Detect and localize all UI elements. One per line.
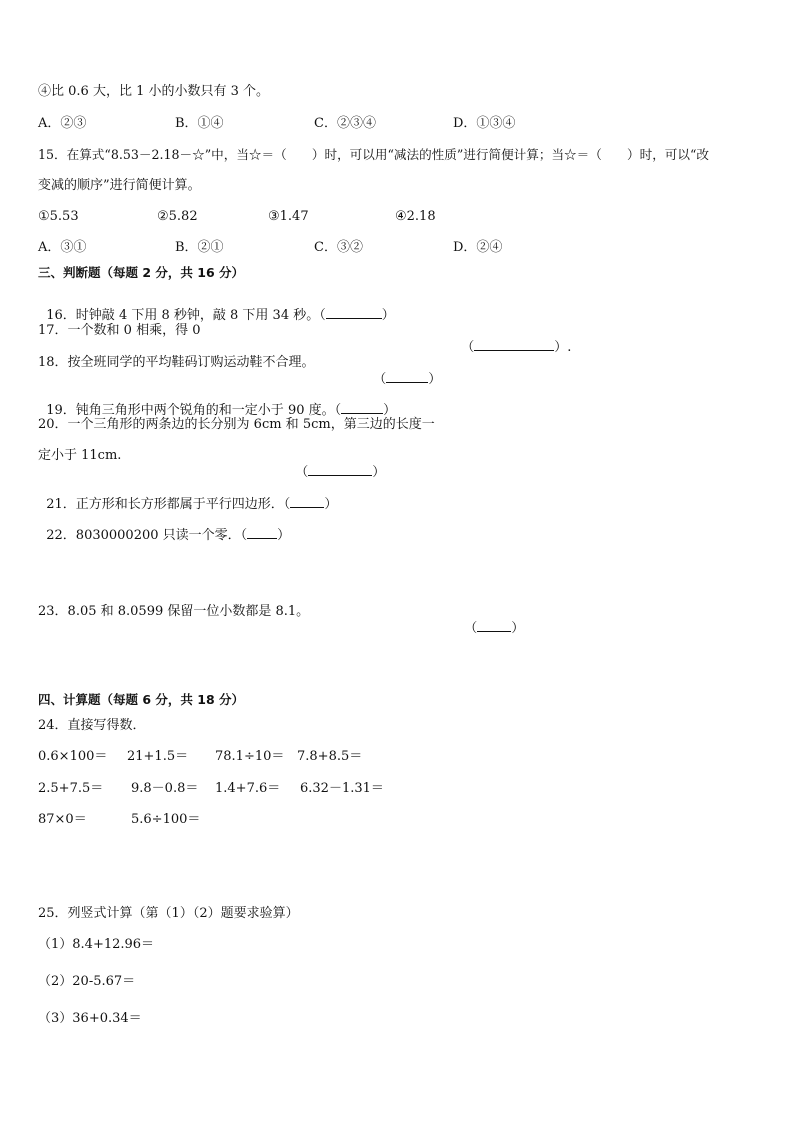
- q18-question: 18．按全班同学的平均鞋码订购运动鞋不合理。: [38, 355, 315, 370]
- q15-option-c: C．③②: [314, 240, 363, 255]
- section-4-title: 四、计算题（每题 6 分，共 18 分）: [38, 692, 245, 707]
- q20-paren-close: ）: [372, 465, 386, 480]
- q15-value-4: ④2.18: [395, 209, 436, 224]
- q19-close: ）: [383, 403, 397, 418]
- q25-title: 25．列竖式计算（第（1）（2）题要求验算）: [38, 906, 299, 921]
- q24-item: 1.4+7.6＝: [215, 781, 281, 796]
- q24-item: 78.1÷10＝: [215, 749, 285, 764]
- q16-question: [38, 291, 395, 324]
- q15-option-b: B．②①: [175, 240, 224, 255]
- q15-question-line2: 变减的顺序”进行简便计算。: [38, 178, 201, 193]
- q24-title: 24．直接写得数．: [38, 718, 146, 733]
- q20-paren-open: （: [295, 465, 309, 480]
- q14-option-c: C．②③④: [314, 116, 376, 131]
- q18-answer: [365, 355, 441, 388]
- q24-item: 9.8－0.8＝: [131, 781, 199, 796]
- q15-value-1: ①5.53: [38, 209, 79, 224]
- q24-item: 87×0＝: [38, 812, 87, 827]
- q22-close: ）: [277, 528, 291, 543]
- q20-question-line1: 20．一个三角形的两条边的长分别为 6cm 和 5cm，第三边的长度一: [38, 417, 435, 432]
- q21-question: [38, 480, 337, 513]
- q15-value-3: ③1.47: [268, 209, 309, 224]
- q17-answer-blank[interactable]: [474, 339, 554, 351]
- q20-question-line2: 定小于 11cm.: [38, 448, 122, 463]
- q25-item-2: （2）20-5.67＝: [38, 974, 136, 989]
- q22-answer-blank[interactable]: [247, 527, 277, 539]
- q20-answer: [287, 448, 385, 481]
- q17-answer: [453, 323, 571, 356]
- q19-question: [38, 386, 396, 419]
- q17-question: 17．一个数和 0 相乘，得 0: [38, 323, 201, 338]
- q15-question-line1: 15．在算式“8.53－2.18－☆”中，当☆＝（ ）时，可以用“减法的性质”进行简便计算；当☆＝（ ）时，可以“改: [38, 147, 710, 162]
- section-3-title: 三、判断题（每题 2 分，共 16 分）: [38, 265, 245, 280]
- q22-question: [38, 511, 290, 544]
- q24-item: 5.6÷100＝: [131, 812, 201, 827]
- q18-paren-open: （: [373, 372, 387, 387]
- q24-item: 6.32－1.31＝: [300, 781, 384, 796]
- q23-answer-blank[interactable]: [477, 620, 511, 632]
- q25-item-1: （1）8.4+12.96＝: [38, 937, 155, 952]
- q18-answer-blank[interactable]: [386, 371, 428, 383]
- q21-text: 21．正方形和长方形都属于平行四边形．（: [46, 497, 291, 512]
- q16-answer-blank[interactable]: [326, 307, 382, 319]
- q23-question: 23．8.05 和 8.0599 保留一位小数都是 8.1。: [38, 604, 310, 619]
- q15-option-a: A．③①: [38, 240, 87, 255]
- q14-option-a: A．②③: [38, 116, 87, 131]
- q17-paren-open: （: [461, 340, 475, 355]
- q21-answer-blank[interactable]: [290, 496, 324, 508]
- q16-close: ）: [381, 308, 395, 323]
- q19-answer-blank[interactable]: [341, 402, 383, 414]
- q23-answer: [456, 604, 524, 637]
- q24-item: 7.8+8.5＝: [297, 749, 363, 764]
- q18-paren-close: ）: [428, 372, 442, 387]
- q16-text: 16．时钟敲 4 下用 8 秒钟，敲 8 下用 34 秒。（: [46, 308, 326, 323]
- q24-item: 21+1.5＝: [127, 749, 189, 764]
- q14-statement-4: ④比 0.6 大，比 1 小的小数只有 3 个。: [38, 84, 270, 99]
- q15-value-2: ②5.82: [157, 209, 198, 224]
- q17-paren-close: ）.: [554, 340, 572, 355]
- q24-item: 0.6×100＝: [38, 749, 108, 764]
- q14-option-d: D．①③④: [453, 116, 516, 131]
- q14-option-b: B．①④: [175, 116, 224, 131]
- q23-paren-close: ）: [511, 621, 525, 636]
- q25-item-3: （3）36+0.34＝: [38, 1011, 142, 1026]
- q24-item: 2.5+7.5＝: [38, 781, 104, 796]
- q22-text: 22．8030000200 只读一个零．（: [46, 528, 248, 543]
- q19-text: 19．钝角三角形中两个锐角的和一定小于 90 度。（: [46, 403, 342, 418]
- q15-option-d: D．②④: [453, 240, 503, 255]
- q21-close: ）: [324, 497, 338, 512]
- q20-answer-blank[interactable]: [308, 464, 372, 476]
- q23-paren-open: （: [464, 621, 478, 636]
